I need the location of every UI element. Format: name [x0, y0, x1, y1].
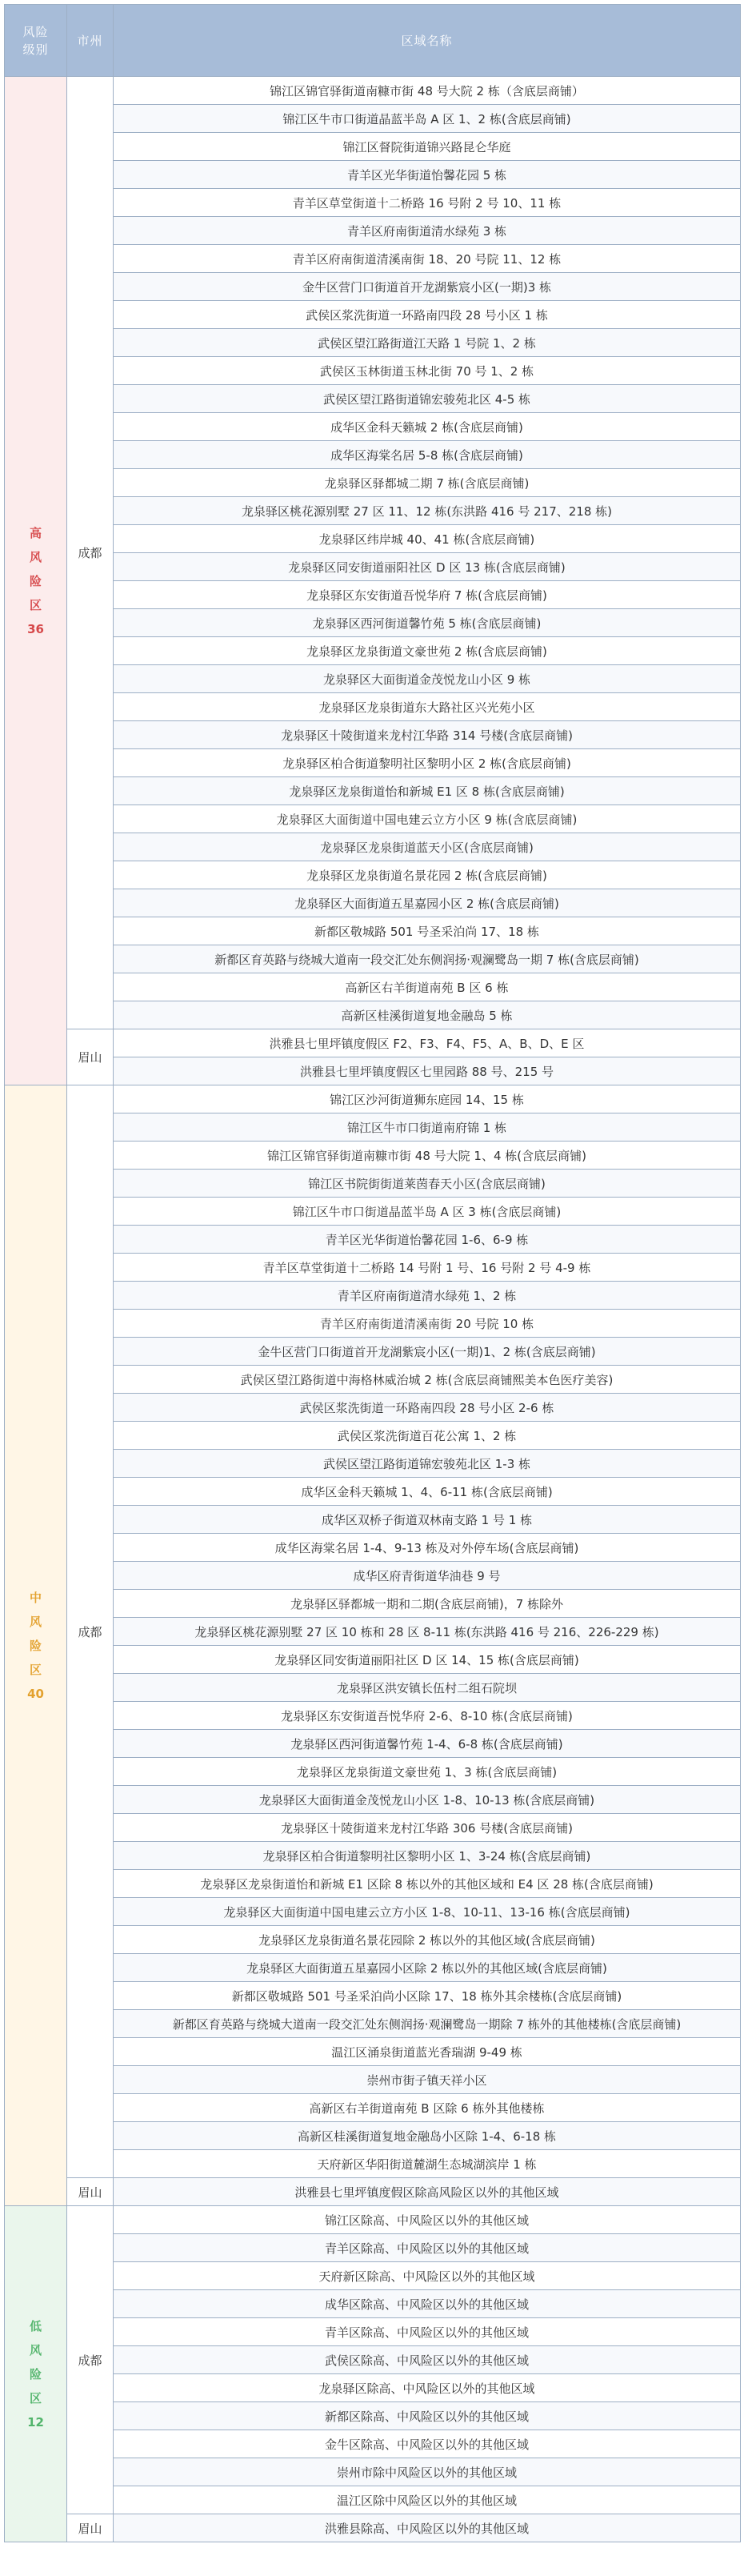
table-row	[5, 2150, 741, 2178]
area-cell: 武侯区浆洗街道一环路南四段 28 号小区 1 栋	[114, 301, 741, 329]
area-cell: 锦江区牛市口街道南府锦 1 栋	[114, 1113, 741, 1142]
table-row	[5, 2514, 741, 2542]
table-row	[5, 357, 741, 385]
table-row	[5, 1646, 741, 1674]
city-cell: 成都	[67, 1085, 114, 2178]
area-cell: 高新区桂溪街道复地金融岛小区除 1-4、6-18 栋	[114, 2122, 741, 2150]
table-row	[5, 2374, 741, 2402]
table-row	[5, 385, 741, 413]
table-row	[5, 1786, 741, 1814]
area-cell: 龙泉驿区东安街道吾悦华府 2-6、8-10 栋(含底层商铺)	[114, 1702, 741, 1730]
area-cell: 龙泉驿区大面街道五星嘉园小区除 2 栋以外的其他区域(含底层商铺)	[114, 1954, 741, 1982]
area-cell: 青羊区草堂街道十二桥路 14 号附 1 号、16 号附 2 号 4-9 栋	[114, 1254, 741, 1282]
area-cell: 洪雅县七里坪镇度假区七里园路 88 号、215 号	[114, 1057, 741, 1085]
area-cell: 龙泉驿区大面街道五星嘉园小区 2 栋(含底层商铺)	[114, 889, 741, 917]
table-row	[5, 2038, 741, 2066]
area-cell: 青羊区府南街道清溪南街 20 号院 10 栋	[114, 1310, 741, 1338]
header-risk-level	[5, 5, 67, 77]
area-cell: 金牛区营门口街道首开龙湖紫宸小区(一期)1、2 栋(含底层商铺)	[114, 1338, 741, 1366]
table-row	[5, 2010, 741, 2038]
header-risk-level-label: 风险级别	[22, 24, 49, 57]
risk-level-cell	[5, 2206, 67, 2542]
table-row	[5, 525, 741, 553]
area-cell: 洪雅县除高、中风险区以外的其他区域	[114, 2514, 741, 2542]
area-cell: 新都区敬城路 501 号圣采泊尚 17、18 栋	[114, 917, 741, 945]
table-row	[5, 1506, 741, 1534]
area-cell: 龙泉驿区桃花源别墅 27 区 10 栋和 28 区 8-11 栋(东洪路 416 号 216、226-229 栋)	[114, 1618, 741, 1646]
table-row	[5, 2234, 741, 2262]
area-cell: 洪雅县七里坪镇度假区 F2、F3、F4、F5、A、B、D、E 区	[114, 1029, 741, 1057]
table-row	[5, 1029, 741, 1057]
header-area: 区域名称	[114, 5, 741, 77]
area-cell: 武侯区望江路街道锦宏骏苑北区 1-3 栋	[114, 1450, 741, 1478]
risk-level-count: 12	[27, 2414, 44, 2430]
area-cell: 龙泉驿区桃花源别墅 27 区 11、12 栋(东洪路 416 号 217、218 栋)	[114, 497, 741, 525]
risk-area-table	[4, 4, 741, 2542]
table-row	[5, 1282, 741, 1310]
city-cell: 眉山	[67, 1029, 114, 1085]
area-cell: 龙泉驿区驿都城一期和二期(含底层商铺)，7 栋除外	[114, 1590, 741, 1618]
area-cell: 新都区敬城路 501 号圣采泊尚小区除 17、18 栋外其余楼栋(含底层商铺)	[114, 1982, 741, 2010]
city-cell: 眉山	[67, 2514, 114, 2542]
table-row	[5, 1954, 741, 1982]
table-row	[5, 833, 741, 861]
table-row	[5, 1338, 741, 1366]
table-row	[5, 1534, 741, 1562]
table-row	[5, 2458, 741, 2486]
area-cell: 龙泉驿区同安街道丽阳社区 D 区 13 栋(含底层商铺)	[114, 553, 741, 581]
table-row	[5, 721, 741, 749]
area-cell: 成华区除高、中风险区以外的其他区域	[114, 2290, 741, 2318]
area-cell: 成华区府青街道华油巷 9 号	[114, 1562, 741, 1590]
area-cell: 高新区右羊街道南苑 B 区 6 栋	[114, 973, 741, 1001]
table-row	[5, 581, 741, 609]
table-row	[5, 1926, 741, 1954]
table-row	[5, 749, 741, 777]
area-cell: 锦江区除高、中风险区以外的其他区域	[114, 2206, 741, 2234]
area-cell: 青羊区府南街道清溪南街 18、20 号院 11、12 栋	[114, 245, 741, 273]
risk-level-count: 40	[27, 1686, 44, 1701]
area-cell: 温江区涌泉街道蓝光香瑞湖 9-49 栋	[114, 2038, 741, 2066]
table-row	[5, 133, 741, 161]
table-row	[5, 1310, 741, 1338]
area-cell: 龙泉驿区东安街道吾悦华府 7 栋(含底层商铺)	[114, 581, 741, 609]
area-cell: 锦江区锦官驿街道南糠市街 48 号大院 2 栋（含底层商铺）	[114, 77, 741, 105]
table-row	[5, 1618, 741, 1646]
table-row	[5, 1422, 741, 1450]
table-row	[5, 1674, 741, 1702]
table-row	[5, 861, 741, 889]
table-row	[5, 77, 741, 105]
city-cell: 眉山	[67, 2178, 114, 2206]
city-cell: 成都	[67, 77, 114, 1029]
area-cell: 龙泉驿区大面街道金茂悦龙山小区 9 栋	[114, 665, 741, 693]
risk-level-char: 低	[29, 2318, 42, 2333]
table-row	[5, 1898, 741, 1926]
table-row	[5, 273, 741, 301]
area-cell: 天府新区华阳街道麓湖生态城湖滨岸 1 栋	[114, 2150, 741, 2178]
table-row	[5, 245, 741, 273]
area-cell: 锦江区督院街道锦兴路昆仑华庭	[114, 133, 741, 161]
table-row	[5, 2206, 741, 2234]
risk-level-char: 区	[29, 1662, 42, 1677]
area-cell: 锦江区书院街街道莱茵春天小区(含底层商铺)	[114, 1170, 741, 1198]
area-cell: 成华区金科天籁城 2 栋(含底层商铺)	[114, 413, 741, 441]
risk-level-char: 风	[29, 2342, 42, 2357]
table-row	[5, 105, 741, 133]
area-cell: 天府新区除高、中风险区以外的其他区域	[114, 2262, 741, 2290]
area-cell: 龙泉驿区除高、中风险区以外的其他区域	[114, 2374, 741, 2402]
area-cell: 成华区金科天籁城 1、4、6-11 栋(含底层商铺)	[114, 1478, 741, 1506]
table-row	[5, 469, 741, 497]
area-cell: 武侯区除高、中风险区以外的其他区域	[114, 2346, 741, 2374]
table-row	[5, 2318, 741, 2346]
area-cell: 温江区除中风险区以外的其他区域	[114, 2486, 741, 2514]
area-cell: 锦江区沙河街道狮东庭园 14、15 栋	[114, 1085, 741, 1113]
area-cell: 青羊区除高、中风险区以外的其他区域	[114, 2318, 741, 2346]
risk-level-char: 风	[29, 1614, 42, 1629]
table-row	[5, 2178, 741, 2206]
area-cell: 青羊区光华街道怡馨花园 1-6、6-9 栋	[114, 1226, 741, 1254]
table-row	[5, 161, 741, 189]
table-row	[5, 553, 741, 581]
table-row	[5, 1730, 741, 1758]
risk-level-count: 36	[27, 621, 44, 636]
area-cell: 武侯区浆洗街道百花公寓 1、2 栋	[114, 1422, 741, 1450]
risk-level-char: 中	[29, 1590, 42, 1605]
area-cell: 龙泉驿区龙泉街道文豪世苑 1、3 栋(含底层商铺)	[114, 1758, 741, 1786]
area-cell: 龙泉驿区纬岸城 40、41 栋(含底层商铺)	[114, 525, 741, 553]
table-row	[5, 413, 741, 441]
table-row	[5, 1982, 741, 2010]
table-header-row	[5, 5, 741, 77]
table-row	[5, 1870, 741, 1898]
table-row	[5, 497, 741, 525]
risk-level-cell	[5, 77, 67, 1085]
area-cell: 青羊区除高、中风险区以外的其他区域	[114, 2234, 741, 2262]
area-cell: 金牛区除高、中风险区以外的其他区域	[114, 2430, 741, 2458]
table-row	[5, 2262, 741, 2290]
area-cell: 武侯区望江路街道中海格林威治城 2 栋(含底层商铺熙美本色医疗美容)	[114, 1366, 741, 1394]
area-cell: 洪雅县七里坪镇度假区除高风险区以外的其他区域	[114, 2178, 741, 2206]
table-row	[5, 1394, 741, 1422]
risk-level-char: 险	[29, 573, 42, 588]
table-row	[5, 1842, 741, 1870]
area-cell: 龙泉驿区柏合街道黎明社区黎明小区 1、3-24 栋(含底层商铺)	[114, 1842, 741, 1870]
table-row	[5, 1254, 741, 1282]
table-row	[5, 1366, 741, 1394]
area-cell: 龙泉驿区大面街道中国电建云立方小区 9 栋(含底层商铺)	[114, 805, 741, 833]
table-row	[5, 2402, 741, 2430]
risk-level-char: 风	[29, 549, 42, 564]
area-cell: 龙泉驿区西河街道馨竹苑 1-4、6-8 栋(含底层商铺)	[114, 1730, 741, 1758]
area-cell: 武侯区浆洗街道一环路南四段 28 号小区 2-6 栋	[114, 1394, 741, 1422]
area-cell: 锦江区牛市口街道晶蓝半岛 A 区 1、2 栋(含底层商铺)	[114, 105, 741, 133]
area-cell: 龙泉驿区大面街道金茂悦龙山小区 1-8、10-13 栋(含底层商铺)	[114, 1786, 741, 1814]
area-cell: 龙泉驿区洪安镇长伍村二组石院坝	[114, 1674, 741, 1702]
table-row	[5, 2290, 741, 2318]
area-cell: 金牛区营门口街道首开龙湖紫宸小区(一期)3 栋	[114, 273, 741, 301]
table-row	[5, 945, 741, 973]
area-cell: 新都区除高、中风险区以外的其他区域	[114, 2402, 741, 2430]
area-cell: 龙泉驿区龙泉街道怡和新城 E1 区 8 栋(含底层商铺)	[114, 777, 741, 805]
area-cell: 龙泉驿区大面街道中国电建云立方小区 1-8、10-11、13-16 栋(含底层商铺)	[114, 1898, 741, 1926]
table-row	[5, 1170, 741, 1198]
table-row	[5, 1113, 741, 1142]
table-row	[5, 2486, 741, 2514]
table-row	[5, 2094, 741, 2122]
risk-level-char: 高	[29, 525, 42, 540]
table-row	[5, 1814, 741, 1842]
table-row	[5, 189, 741, 217]
area-cell: 龙泉驿区龙泉街道怡和新城 E1 区除 8 栋以外的其他区域和 E4 区 28 栋(含底层商铺)	[114, 1870, 741, 1898]
area-cell: 武侯区望江路街道锦宏骏苑北区 4-5 栋	[114, 385, 741, 413]
area-cell: 龙泉驿区同安街道丽阳社区 D 区 14、15 栋(含底层商铺)	[114, 1646, 741, 1674]
area-cell: 龙泉驿区十陵街道来龙村江华路 306 号楼(含底层商铺)	[114, 1814, 741, 1842]
risk-level-char: 区	[29, 2390, 42, 2405]
table-row	[5, 329, 741, 357]
header-city: 市州	[67, 5, 114, 77]
table-row	[5, 609, 741, 637]
area-cell: 龙泉驿区龙泉街道名景花园除 2 栋以外的其他区域(含底层商铺)	[114, 1926, 741, 1954]
area-cell: 青羊区府南街道清水绿苑 1、2 栋	[114, 1282, 741, 1310]
area-cell: 锦江区牛市口街道晶蓝半岛 A 区 3 栋(含底层商铺)	[114, 1198, 741, 1226]
table-row	[5, 917, 741, 945]
table-row	[5, 1702, 741, 1730]
table-row	[5, 441, 741, 469]
table-row	[5, 1590, 741, 1618]
table-row	[5, 217, 741, 245]
area-cell: 龙泉驿区驿都城二期 7 栋(含底层商铺)	[114, 469, 741, 497]
table-body	[5, 77, 741, 2542]
table-row	[5, 1226, 741, 1254]
area-cell: 龙泉驿区柏合街道黎明社区黎明小区 2 栋(含底层商铺)	[114, 749, 741, 777]
table-row	[5, 2346, 741, 2374]
risk-level-char: 区	[29, 597, 42, 612]
table-row	[5, 2430, 741, 2458]
area-cell: 崇州市街子镇天祥小区	[114, 2066, 741, 2094]
table-row	[5, 2122, 741, 2150]
table-row	[5, 973, 741, 1001]
table-row	[5, 1057, 741, 1085]
area-cell: 新都区育英路与绕城大道南一段交汇处东侧润扬·观澜鹭岛一期 7 栋(含底层商铺)	[114, 945, 741, 973]
area-cell: 龙泉驿区西河街道馨竹苑 5 栋(含底层商铺)	[114, 609, 741, 637]
table-row	[5, 1001, 741, 1029]
area-cell: 青羊区光华街道怡馨花园 5 栋	[114, 161, 741, 189]
area-cell: 武侯区望江路街道江天路 1 号院 1、2 栋	[114, 329, 741, 357]
city-cell: 成都	[67, 2206, 114, 2514]
table-row	[5, 889, 741, 917]
area-cell: 龙泉驿区龙泉街道文豪世苑 2 栋(含底层商铺)	[114, 637, 741, 665]
area-cell: 龙泉驿区龙泉街道名景花园 2 栋(含底层商铺)	[114, 861, 741, 889]
area-cell: 龙泉驿区十陵街道来龙村江华路 314 号楼(含底层商铺)	[114, 721, 741, 749]
area-cell: 龙泉驿区龙泉街道东大路社区兴光苑小区	[114, 693, 741, 721]
table-row	[5, 1562, 741, 1590]
table-row	[5, 637, 741, 665]
table-row	[5, 1085, 741, 1113]
area-cell: 成华区双桥子街道双林南支路 1 号 1 栋	[114, 1506, 741, 1534]
table-row	[5, 1450, 741, 1478]
table-row	[5, 1142, 741, 1170]
area-cell: 成华区海棠名居 1-4、9-13 栋及对外停车场(含底层商铺)	[114, 1534, 741, 1562]
risk-level-cell	[5, 1085, 67, 2206]
area-cell: 成华区海棠名居 5-8 栋(含底层商铺)	[114, 441, 741, 469]
risk-level-char: 险	[29, 2366, 42, 2381]
area-cell: 青羊区草堂街道十二桥路 16 号附 2 号 10、11 栋	[114, 189, 741, 217]
table-row	[5, 1198, 741, 1226]
table-row	[5, 2066, 741, 2094]
area-cell: 高新区桂溪街道复地金融岛 5 栋	[114, 1001, 741, 1029]
area-cell: 龙泉驿区龙泉街道蓝天小区(含底层商铺)	[114, 833, 741, 861]
risk-level-char: 险	[29, 1638, 42, 1653]
table-row	[5, 665, 741, 693]
table-row	[5, 777, 741, 805]
table-row	[5, 301, 741, 329]
area-cell: 锦江区锦官驿街道南糠市街 48 号大院 1、4 栋(含底层商铺)	[114, 1142, 741, 1170]
table-row	[5, 805, 741, 833]
table-row	[5, 1758, 741, 1786]
area-cell: 高新区右羊街道南苑 B 区除 6 栋外其他楼栋	[114, 2094, 741, 2122]
table-row	[5, 1478, 741, 1506]
area-cell: 新都区育英路与绕城大道南一段交汇处东侧润扬·观澜鹭岛一期除 7 栋外的其他楼栋(含底层商铺)	[114, 2010, 741, 2038]
area-cell: 武侯区玉林街道玉林北街 70 号 1、2 栋	[114, 357, 741, 385]
area-cell: 崇州市除中风险区以外的其他区域	[114, 2458, 741, 2486]
area-cell: 青羊区府南街道清水绿苑 3 栋	[114, 217, 741, 245]
table-row	[5, 693, 741, 721]
